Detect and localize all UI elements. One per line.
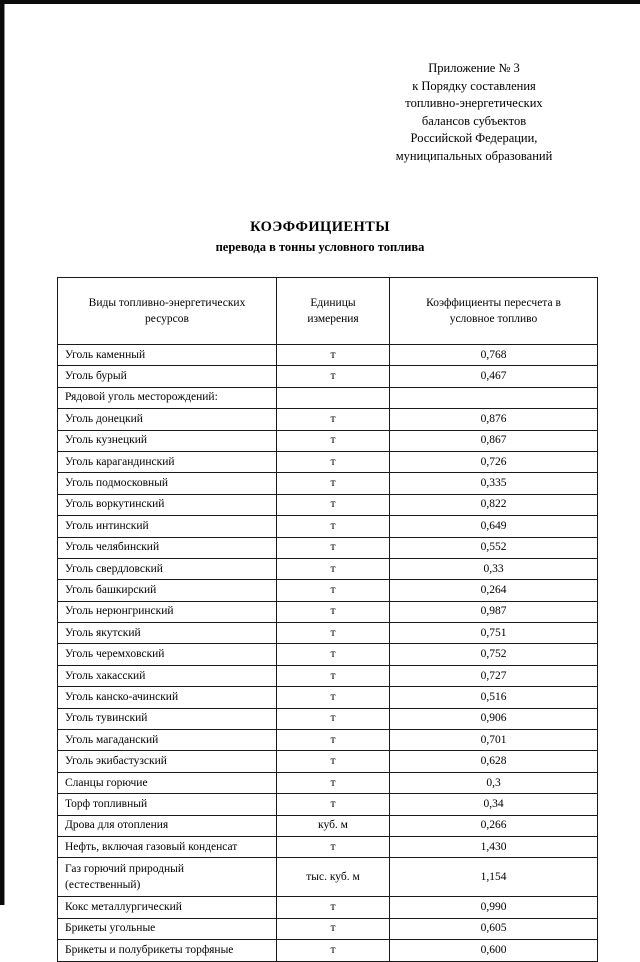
column-header-resource-type-line-2: ресурсов — [145, 313, 189, 325]
cell-resource-name: Уголь бурый — [58, 366, 277, 387]
cell-resource-name-line: (естественный) — [65, 879, 141, 892]
cell-resource-name: Дрова для отопления — [58, 815, 277, 836]
table-row — [58, 751, 598, 772]
cell-coefficient: 0,701 — [390, 730, 598, 751]
cell-unit: т — [277, 366, 390, 387]
cell-unit: куб. м — [277, 815, 390, 836]
cell-unit: т — [277, 836, 390, 857]
appendix-line-1: Приложение № 3 — [428, 61, 520, 75]
table-row — [58, 558, 598, 579]
cell-coefficient: 0,768 — [390, 345, 598, 366]
cell-resource-name: Уголь карагандинский — [58, 451, 277, 472]
cell-unit: т — [277, 580, 390, 601]
cell-resource-name: Уголь черемховский — [58, 644, 277, 665]
cell-unit: т — [277, 708, 390, 729]
column-header-coefficient-line-2: условное топливо — [449, 313, 538, 325]
cell-resource-name: Уголь кузнецкий — [58, 430, 277, 451]
cell-unit: т — [277, 494, 390, 515]
cell-unit: т — [277, 516, 390, 537]
table-row — [58, 644, 598, 665]
cell-resource-name: Уголь каменный — [58, 345, 277, 366]
cell-resource-name-line: Газ горючий природный — [65, 863, 185, 876]
cell-coefficient: 0,727 — [390, 665, 598, 686]
table-row — [58, 918, 598, 939]
cell-resource-name: Брикеты и полубрикеты торфяные — [58, 940, 277, 961]
cell-coefficient: 0,876 — [390, 409, 598, 430]
cell-resource-name: Торф топливный — [58, 794, 277, 815]
column-header-coefficient — [390, 278, 598, 345]
table-row — [58, 601, 598, 622]
cell-unit: т — [277, 644, 390, 665]
cell-coefficient: 0,34 — [390, 794, 598, 815]
cell-unit: т — [277, 665, 390, 686]
table-body — [58, 345, 598, 962]
cell-coefficient: 0,266 — [390, 815, 598, 836]
cell-resource-name: Рядовой уголь месторождений: — [58, 387, 277, 408]
column-header-unit-line-1: Единицы — [310, 297, 356, 309]
cell-coefficient: 0,752 — [390, 644, 598, 665]
table-row — [58, 345, 598, 366]
column-header-unit — [277, 278, 390, 345]
cell-resource-name: Уголь нерюнгринский — [58, 601, 277, 622]
table-row — [58, 772, 598, 793]
cell-resource-name: Кокс металлургический — [58, 897, 277, 918]
column-header-coefficient-line-1: Коэффициенты пересчета в — [426, 297, 561, 309]
cell-coefficient — [390, 387, 598, 408]
cell-resource-name: Уголь хакасский — [58, 665, 277, 686]
document-title-block — [0, 219, 640, 255]
cell-coefficient: 0,335 — [390, 473, 598, 494]
cell-unit: т — [277, 794, 390, 815]
cell-unit: т — [277, 897, 390, 918]
table-row — [58, 897, 598, 918]
appendix-line-6: муниципальных образований — [395, 148, 553, 163]
table-row — [58, 623, 598, 644]
table-row — [58, 366, 598, 387]
table-row — [58, 580, 598, 601]
table-row — [58, 494, 598, 515]
table-row — [58, 794, 598, 815]
cell-resource-name: Сланцы горючие — [58, 772, 277, 793]
cell-coefficient: 0,605 — [390, 918, 598, 939]
cell-resource-name: Брикеты угольные — [58, 918, 277, 939]
table-header-row — [58, 278, 598, 345]
cell-coefficient: 0,906 — [390, 708, 598, 729]
cell-unit: т — [277, 473, 390, 494]
cell-resource-name: Нефть, включая газовый конденсат — [58, 836, 277, 857]
scan-edge-top — [0, 0, 640, 4]
cell-coefficient: 0,628 — [390, 751, 598, 772]
table-row — [58, 516, 598, 537]
cell-resource-name: Уголь интинский — [58, 516, 277, 537]
cell-unit: т — [277, 687, 390, 708]
column-header-resource-type — [58, 278, 277, 345]
coefficients-table — [57, 277, 598, 962]
appendix-line-3: топливно-энергетических — [405, 96, 543, 110]
table-row — [58, 430, 598, 451]
cell-coefficient: 0,600 — [390, 940, 598, 961]
cell-coefficient: 0,3 — [390, 772, 598, 793]
scan-edge-left-inner — [4, 4, 5, 905]
cell-coefficient: 0,33 — [390, 558, 598, 579]
table-row — [58, 451, 598, 472]
cell-resource-name: Уголь подмосковный — [58, 473, 277, 494]
table-row — [58, 665, 598, 686]
cell-coefficient: 0,516 — [390, 687, 598, 708]
cell-unit: т — [277, 537, 390, 558]
cell-coefficient: 0,264 — [390, 580, 598, 601]
appendix-line-2: к Порядку составления — [412, 78, 536, 93]
cell-resource-name: Уголь экибастузский — [58, 751, 277, 772]
table-row — [58, 836, 598, 857]
cell-resource-name: Уголь донецкий — [58, 409, 277, 430]
table-row — [58, 537, 598, 558]
cell-unit: т — [277, 558, 390, 579]
cell-unit: т — [277, 751, 390, 772]
cell-unit: т — [277, 430, 390, 451]
cell-coefficient: 0,552 — [390, 537, 598, 558]
table-row — [58, 409, 598, 430]
cell-coefficient: 0,987 — [390, 601, 598, 622]
table-row — [58, 815, 598, 836]
cell-resource-name — [58, 858, 277, 897]
cell-unit: т — [277, 451, 390, 472]
cell-resource-name: Уголь тувинский — [58, 708, 277, 729]
appendix-reference-block — [344, 60, 604, 165]
cell-unit: тыс. куб. м — [277, 858, 390, 897]
cell-unit: т — [277, 940, 390, 961]
table-row — [58, 858, 598, 897]
cell-resource-name: Уголь канско-ачинский — [58, 687, 277, 708]
cell-coefficient: 0,726 — [390, 451, 598, 472]
appendix-line-4: балансов субъектов — [421, 113, 527, 128]
column-header-unit-line-2: измерения — [307, 313, 359, 325]
cell-unit: т — [277, 409, 390, 430]
table-row — [58, 687, 598, 708]
cell-unit: т — [277, 730, 390, 751]
cell-coefficient: 1,154 — [390, 858, 598, 897]
cell-unit: т — [277, 345, 390, 366]
cell-unit — [277, 387, 390, 408]
table-row — [58, 730, 598, 751]
cell-resource-name: Уголь воркутинский — [58, 494, 277, 515]
table-header — [58, 278, 598, 345]
cell-resource-name: Уголь башкирский — [58, 580, 277, 601]
table-row — [58, 940, 598, 961]
cell-resource-name: Уголь свердловский — [58, 558, 277, 579]
cell-coefficient: 0,467 — [390, 366, 598, 387]
cell-unit: т — [277, 772, 390, 793]
cell-coefficient: 0,822 — [390, 494, 598, 515]
cell-coefficient: 0,751 — [390, 623, 598, 644]
cell-unit: т — [277, 623, 390, 644]
page-subtitle: перевода в тонны условного топлива — [215, 240, 425, 254]
cell-resource-name: Уголь якутский — [58, 623, 277, 644]
cell-resource-name: Уголь магаданский — [58, 730, 277, 751]
table-row — [58, 708, 598, 729]
table-row — [58, 387, 598, 408]
cell-coefficient: 1,430 — [390, 836, 598, 857]
cell-coefficient: 0,990 — [390, 897, 598, 918]
cell-coefficient: 0,867 — [390, 430, 598, 451]
column-header-resource-type-line-1: Виды топливно-энергетических — [88, 297, 246, 309]
cell-resource-name: Уголь челябинский — [58, 537, 277, 558]
cell-unit: т — [277, 601, 390, 622]
table-row — [58, 473, 598, 494]
cell-unit: т — [277, 918, 390, 939]
appendix-line-5: Российской Федерации, — [410, 131, 538, 145]
cell-coefficient: 0,649 — [390, 516, 598, 537]
page-title: КОЭФФИЦИЕНТЫ — [250, 219, 390, 235]
